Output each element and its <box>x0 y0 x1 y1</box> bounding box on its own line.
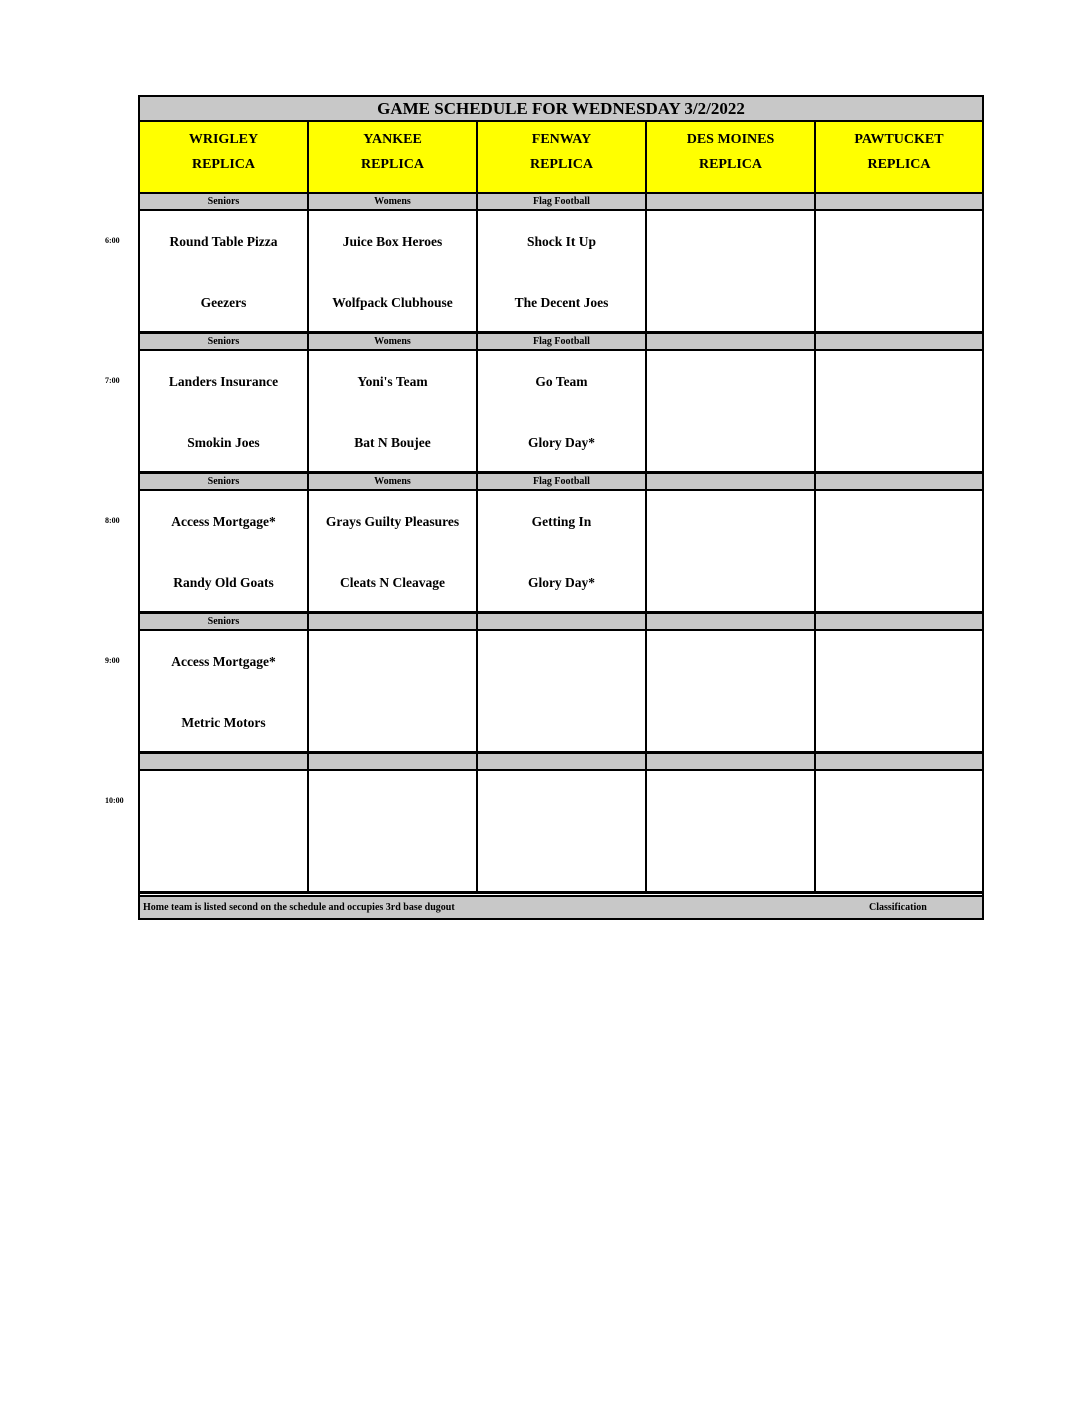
game-cell <box>140 491 309 614</box>
game-cell <box>816 351 982 474</box>
classification-cell <box>816 474 982 491</box>
time-label: 8:00 <box>105 516 120 525</box>
venue-name: PAWTUCKET <box>854 132 944 147</box>
venue-header <box>816 122 982 194</box>
game-cell <box>816 211 982 334</box>
home-team: Smokin Joes <box>187 435 260 450</box>
classification-cell: Flag Football <box>478 334 647 351</box>
venue-subtitle: REPLICA <box>529 157 593 172</box>
footer-bar <box>140 895 982 918</box>
visiting-team: Yoni's Team <box>357 374 428 389</box>
classification-cell <box>816 194 982 211</box>
venue-name: WRIGLEY <box>188 132 259 147</box>
classification-cell <box>816 614 982 631</box>
venue-header <box>478 122 647 194</box>
classification-cell: Seniors <box>140 614 309 631</box>
game-cell <box>309 491 478 614</box>
game-cell <box>478 491 647 614</box>
classification-cell: Womens <box>309 194 478 211</box>
classification-cell <box>309 614 478 631</box>
classification-cell: Womens <box>309 474 478 491</box>
visiting-team: Landers Insurance <box>168 374 279 389</box>
game-cell <box>478 771 647 894</box>
classification-label: Classification <box>869 902 927 913</box>
game-cell <box>478 211 647 334</box>
game-cell <box>309 211 478 334</box>
classification-cell: Flag Football <box>478 474 647 491</box>
home-team: The Decent Joes <box>514 295 609 310</box>
home-team-note: Home team is listed second on the schedule and occupies 3rd base dugout <box>143 902 455 913</box>
game-cell <box>309 771 478 894</box>
visiting-team: Shock It Up <box>526 234 597 249</box>
game-cell <box>309 351 478 474</box>
classification-cell <box>647 194 816 211</box>
home-team: Geezers <box>200 295 247 310</box>
home-team: Metric Motors <box>181 715 266 730</box>
classification-cell <box>478 754 647 771</box>
game-cell <box>647 631 816 754</box>
venue-subtitle: REPLICA <box>698 157 762 172</box>
visiting-team: Go Team <box>535 374 588 389</box>
classification-cell <box>647 334 816 351</box>
game-cell <box>140 631 309 754</box>
venue-subtitle: REPLICA <box>360 157 424 172</box>
game-cell <box>647 211 816 334</box>
visiting-team: Juice Box Heroes <box>342 234 443 249</box>
page-title: GAME SCHEDULE FOR WEDNESDAY 3/2/2022 <box>140 97 982 122</box>
game-cell <box>140 771 309 894</box>
classification-cell: Seniors <box>140 334 309 351</box>
game-cell <box>309 631 478 754</box>
venue-subtitle: REPLICA <box>867 157 931 172</box>
venue-name: FENWAY <box>531 132 592 147</box>
classification-cell <box>816 754 982 771</box>
game-cell <box>140 211 309 334</box>
classification-cell: Seniors <box>140 474 309 491</box>
classification-cell <box>647 614 816 631</box>
classification-cell: Womens <box>309 334 478 351</box>
visiting-team: Round Table Pizza <box>169 234 278 249</box>
classification-cell <box>140 754 309 771</box>
home-team: Wolfpack Clubhouse <box>332 295 453 310</box>
time-label: 10:00 <box>105 796 124 805</box>
venue-name: YANKEE <box>363 132 422 147</box>
venue-header <box>140 122 309 194</box>
classification-cell: Seniors <box>140 194 309 211</box>
game-cell <box>478 631 647 754</box>
venue-header <box>647 122 816 194</box>
visiting-team: Getting In <box>531 514 592 529</box>
game-cell <box>816 771 982 894</box>
home-team: Bat N Boujee <box>354 435 431 450</box>
classification-cell: Flag Football <box>478 194 647 211</box>
home-team: Glory Day* <box>527 435 596 450</box>
classification-cell <box>309 754 478 771</box>
visiting-team: Grays Guilty Pleasures <box>325 514 460 529</box>
game-cell <box>140 351 309 474</box>
home-team: Cleats N Cleavage <box>340 575 445 590</box>
game-cell <box>647 351 816 474</box>
classification-cell <box>478 614 647 631</box>
game-cell <box>816 631 982 754</box>
time-label: 6:00 <box>105 236 120 245</box>
classification-cell <box>647 474 816 491</box>
home-team: Glory Day* <box>527 575 596 590</box>
game-cell <box>816 491 982 614</box>
home-team: Randy Old Goats <box>173 575 274 590</box>
game-cell <box>647 771 816 894</box>
visiting-team: Access Mortgage* <box>171 514 276 529</box>
schedule-table <box>138 95 984 920</box>
venue-header <box>309 122 478 194</box>
classification-cell <box>647 754 816 771</box>
visiting-team: Access Mortgage* <box>171 654 276 669</box>
time-label: 9:00 <box>105 656 120 665</box>
time-label: 7:00 <box>105 376 120 385</box>
classification-cell <box>816 334 982 351</box>
venue-subtitle: REPLICA <box>191 157 255 172</box>
game-cell <box>647 491 816 614</box>
venue-name: DES MOINES <box>686 132 775 147</box>
game-cell <box>478 351 647 474</box>
